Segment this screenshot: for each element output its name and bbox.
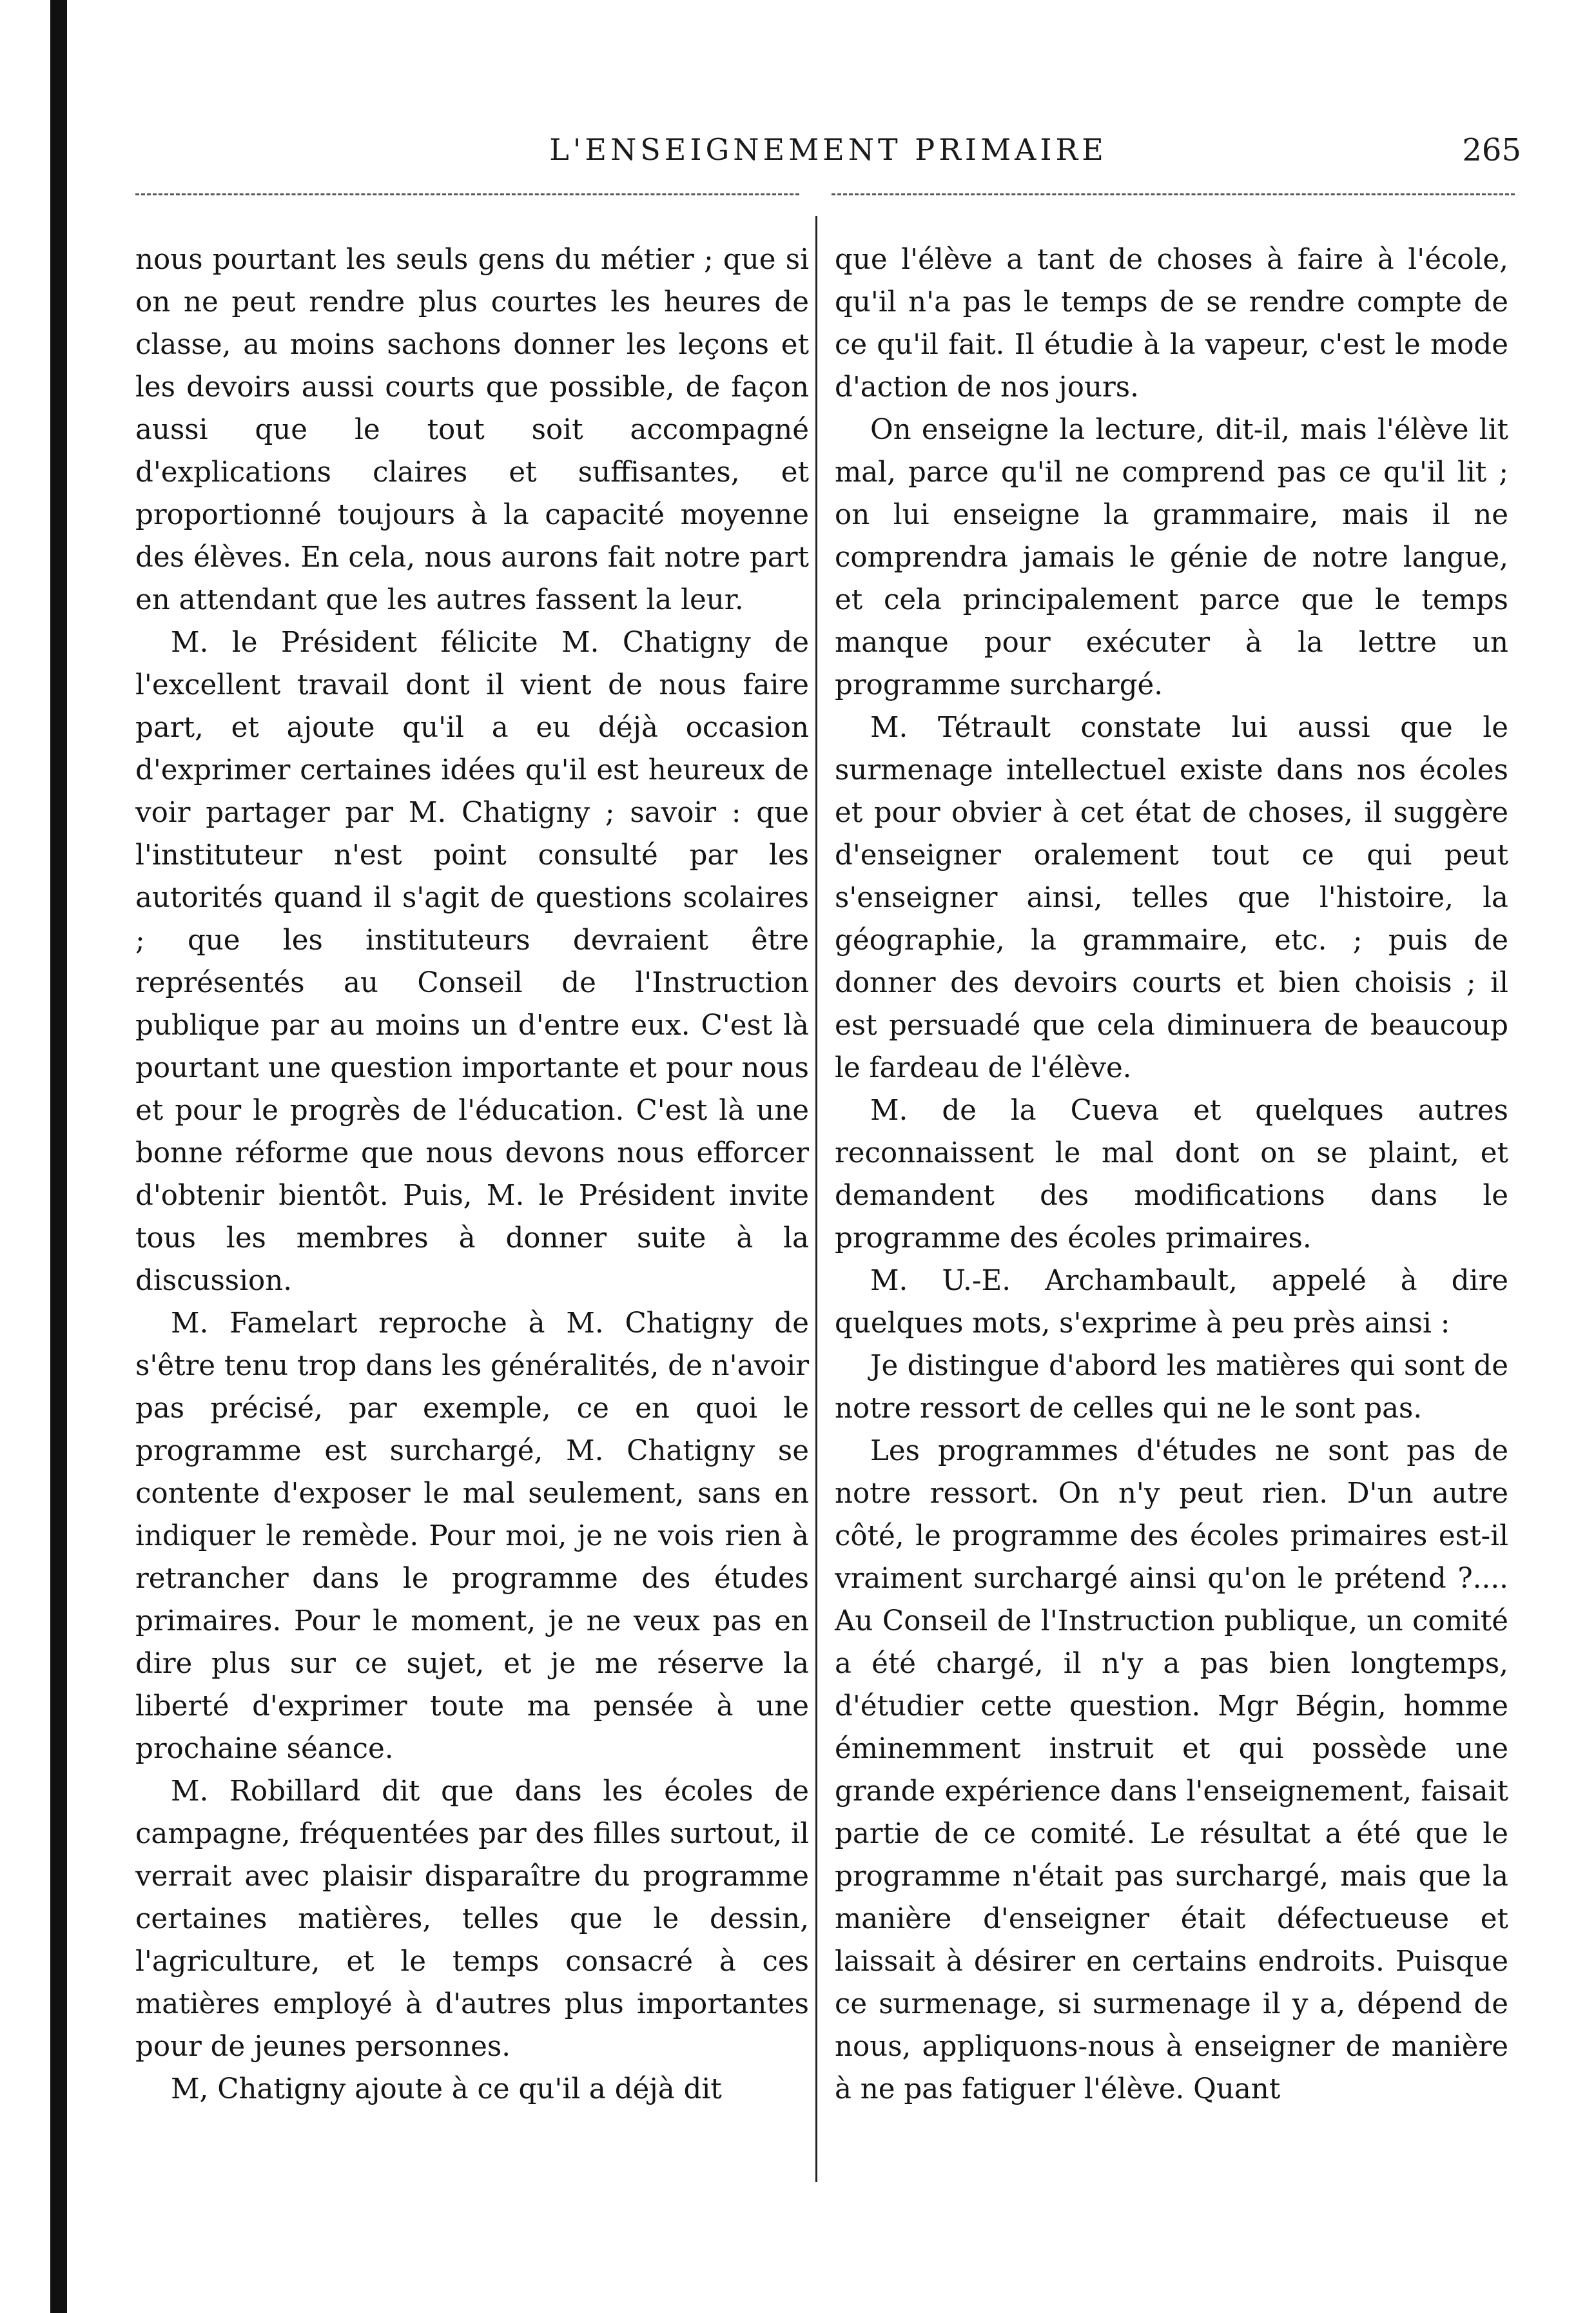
right-column: [835, 239, 1508, 2111]
header-rule-left: [135, 193, 799, 195]
paragraph: M. Famelart reproche à M. Chatigny de s'être tenu trop dans les généralités, de n'avoir pas précisé, par exemple, ce en quoi le programme est surchargé, M. Chatigny se contente d'exposer le mal seulement, sans en indiquer le remède. Pour moi, je ne vois rien à retrancher dans le programme des études primaires. Pour le moment, je ne veux pas en dire plus sur ce sujet, et je me réserve la liberté d'exprimer toute ma pensée à une prochaine séance.: [135, 1307, 809, 1765]
column-divider: [815, 216, 817, 2182]
paragraph: M, Chatigny ajoute à ce qu'il a déjà dit: [171, 2073, 722, 2105]
paragraph: On enseigne la lecture, dit-il, mais l'élève lit mal, parce qu'il ne comprend pas ce qu'il lit ; on lui enseigne la grammaire, mais il ne comprendra jamais le génie de notre langue, et cela principalement parce que le temps manque pour exécuter à la lettre un programme surchargé.: [835, 414, 1508, 701]
binding-edge: [50, 0, 67, 2313]
paragraph: Les programmes d'études ne sont pas de notre ressort. On n'y peut rien. D'un autre côté, le programme des écoles primaires est-il vraiment surchargé ainsi qu'on le prétend ?.... Au Conseil de l'Instruction publique, un comité a été chargé, il n'y a pas bien longtemps, d'étudier cette question. Mgr Bégin, homme éminemment instruit et qui possède une grande expérience dans l'enseignement, faisait partie de ce comité. Le résultat a été que le programme n'était pas surchargé, mais que la manière d'enseigner était défectueuse et laissait à désirer en certains endroits. Puisque ce surmenage, si surmenage il y a, dépend de nous, appliquons-nous à enseigner de manière à ne pas fatiguer l'élève. Quant: [835, 1435, 1508, 2105]
header-rule-right: [832, 193, 1515, 195]
page-number: 265: [1462, 132, 1521, 168]
running-head: L'ENSEIGNEMENT PRIMAIRE: [549, 132, 1107, 167]
paragraph: M. U.-E. Archambault, appelé à dire quelques mots, s'exprime à peu près ainsi :: [835, 1265, 1508, 1340]
paragraph: nous pourtant les seuls gens du métier ; que si on ne peut rendre plus courtes les heures de classe, au moins sachons donner les leçons et les devoirs aussi courts que possible, de façon aussi que le tout soit accompagné d'explications claires et suffisantes, et proportionné toujours à la capacité moyenne des élèves. En cela, nous aurons fait notre part en attendant que les autres fassent la leur.: [135, 244, 809, 616]
paragraph: que l'élève a tant de choses à faire à l'école, qu'il n'a pas le temps de se rendre compte de ce qu'il fait. Il étudie à la vapeur, c'est le mode d'action de nos jours.: [835, 244, 1508, 404]
paragraph: Je distingue d'abord les matières qui sont de notre ressort de celles qui ne le sont pas.: [835, 1350, 1508, 1425]
left-column: [135, 239, 809, 2111]
paragraph: M. Tétrault constate lui aussi que le surmenage intellectuel existe dans nos écoles et pour obvier à cet état de choses, il suggère d'enseigner oralement tout ce qui peut s'enseigner ainsi, telles que l'histoire, la géographie, la grammaire, etc. ; puis de donner des devoirs courts et bien choisis ; il est persuadé que cela diminuera de beaucoup le fardeau de l'élève.: [835, 712, 1508, 1084]
paragraph: M. le Président félicite M. Chatigny de l'excellent travail dont il vient de nous faire part, et ajoute qu'il a eu déjà occasion d'exprimer certaines idées qu'il est heureux de voir partager par M. Chatigny ; savoir : que l'instituteur n'est point consulté par les autorités quand il s'agit de questions scolaires ; que les instituteurs devraient être représentés au Conseil de l'Instruction publique par au moins un d'entre eux. C'est là pourtant une question importante et pour nous et pour le progrès de l'éducation. C'est là une bonne réforme que nous devons nous efforcer d'obtenir bientôt. Puis, M. le Président invite tous les membres à donner suite à la discussion.: [135, 627, 809, 1297]
paragraph: M. de la Cueva et quelques autres reconnaissent le mal dont on se plaint, et demandent des modifications dans le programme des écoles primaires.: [835, 1095, 1508, 1254]
paragraph: M. Robillard dit que dans les écoles de campagne, fréquentées par des filles surtout, il verrait avec plaisir disparaître du programme certaines matières, telles que le dessin, l'agriculture, et le temps consacré à ces matières employé à d'autres plus importantes pour de jeunes personnes.: [135, 1775, 809, 2063]
page-header: [135, 132, 1521, 177]
